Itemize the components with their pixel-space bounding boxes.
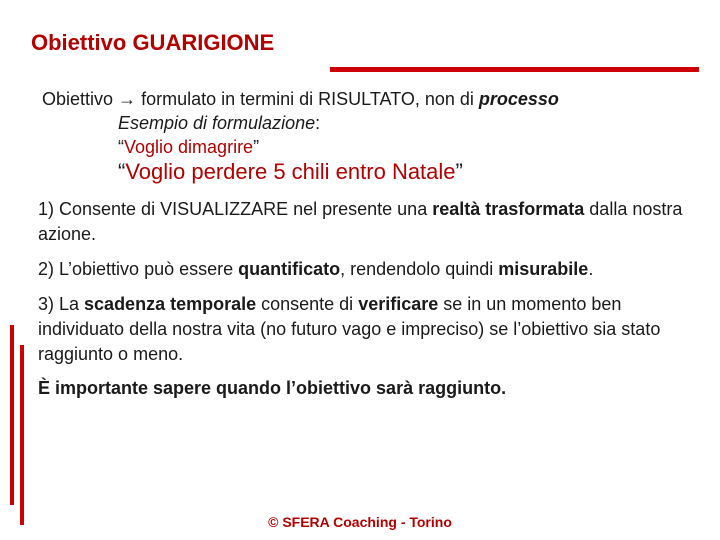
left-accent-bar — [20, 345, 24, 525]
footer-copyright: © SFERA Coaching - Torino — [268, 514, 452, 530]
intro-line — [42, 89, 559, 110]
slide-title: Obiettivo GUARIGIONE — [31, 30, 275, 55]
intro-text: formulato in termini di RISULTATO, non di — [141, 89, 474, 109]
example-2: “Voglio perdere 5 chili entro Natale” — [118, 159, 463, 184]
arrow-symbol: → — [118, 89, 137, 109]
point-1: 1) Consente di VISUALIZZARE nel presente una realtà trasformata dalla nostra azione. — [38, 199, 683, 244]
intro-word: Obiettivo — [42, 89, 114, 109]
title-underline — [330, 67, 699, 72]
example-1-text: Voglio dimagrire — [124, 137, 254, 157]
left-accent-bar — [10, 325, 14, 505]
intro-emphasis: processo — [478, 89, 559, 109]
point-2: 2) L’obiettivo può essere quantificato, rendendolo quindi misurabile. — [38, 259, 594, 279]
example-label: Esempio di formulazione — [118, 113, 316, 133]
conclusion: È importante sapere quando l’obiettivo sarà raggiunto. — [38, 378, 507, 398]
example-2-text: Voglio perdere 5 chili entro Natale — [125, 159, 456, 184]
example-label-line — [118, 113, 320, 134]
point-3: 3) La scadenza temporale consente di verificare se in un momento ben individuato della nostra vita (no futuro vago e impreciso) se l’obiettivo sia stato raggiunto o meno. — [38, 294, 661, 364]
example-colon: : — [315, 113, 321, 133]
example-1: “Voglio dimagrire” — [118, 137, 260, 157]
